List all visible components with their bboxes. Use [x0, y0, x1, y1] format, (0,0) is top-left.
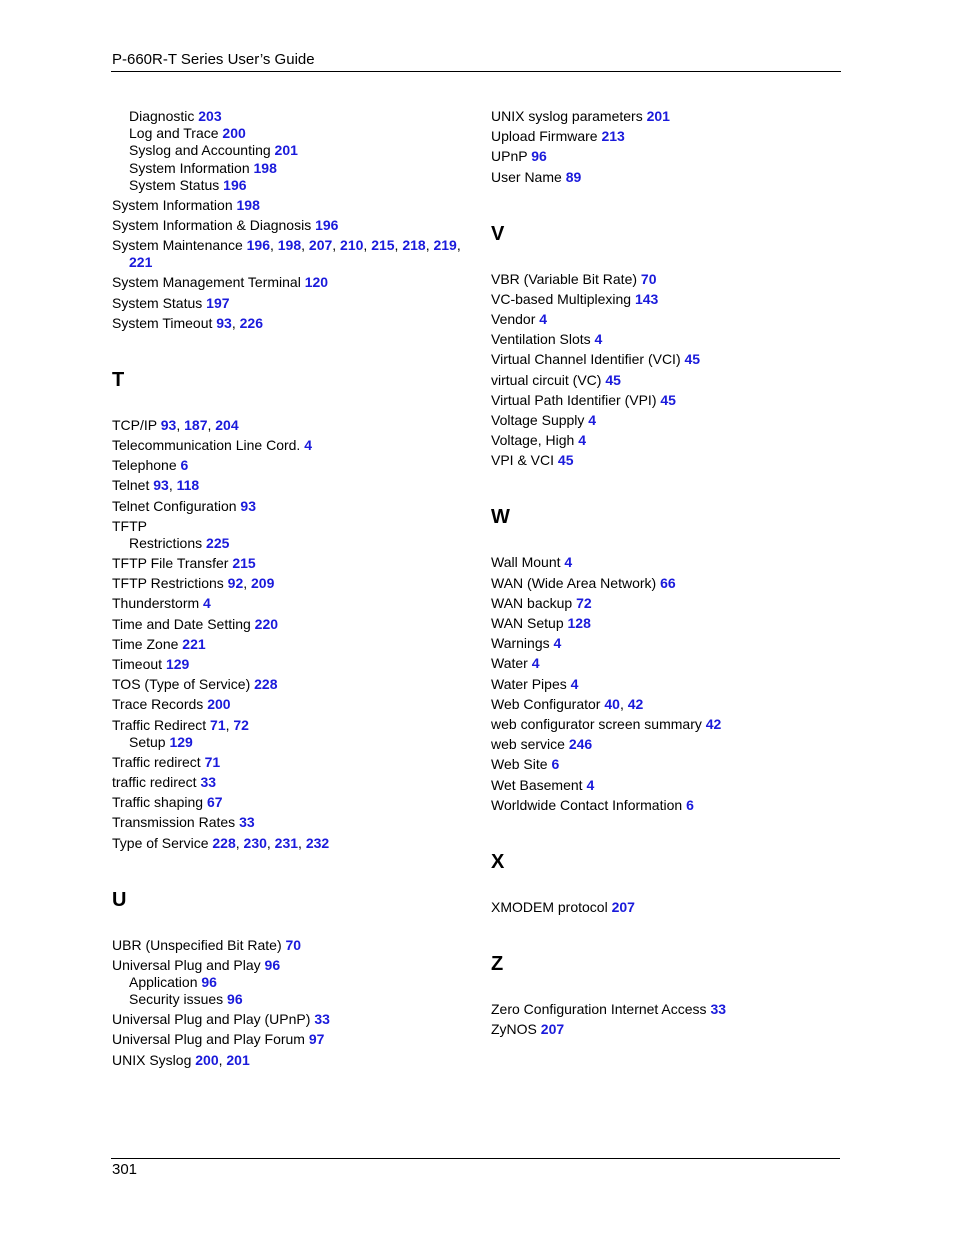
index-term: Telnet: [112, 477, 150, 494]
page-reference-link[interactable]: 215: [232, 555, 256, 571]
index-entry: [491, 271, 656, 288]
index-entry: [112, 498, 256, 515]
page-reference-link[interactable]: 203: [198, 108, 222, 124]
index-term: VPI & VCI: [491, 452, 555, 469]
page-reference-link[interactable]: 210: [340, 237, 364, 254]
page-reference-link[interactable]: 143: [634, 290, 659, 307]
page-reference-link[interactable]: 207: [540, 1021, 565, 1037]
index-term: Telecommunication Line Cord.: [112, 437, 301, 453]
index-entry: [491, 148, 547, 165]
page-reference-link[interactable]: 246: [568, 736, 593, 753]
index-subentry: [129, 734, 193, 751]
page-reference-link[interactable]: 93: [153, 477, 169, 494]
page-reference-link[interactable]: 93: [160, 416, 177, 433]
index-entry: [112, 754, 220, 771]
index-entry: UNIX Syslog 200, 201: [112, 1051, 250, 1068]
index-entry: [491, 615, 591, 632]
page-reference-link[interactable]: 4: [564, 554, 573, 571]
index-entry: System Timeout 93, 226: [112, 314, 263, 331]
index-term: Zero Configuration Internet Access: [491, 1000, 707, 1017]
index-entry: [112, 794, 223, 811]
index-term: Upload Firmware: [491, 128, 598, 145]
index-term: System Information & Diagnosis: [112, 217, 312, 233]
index-entry: [112, 518, 147, 535]
index-term: Setup: [129, 733, 166, 750]
index-entry: [491, 716, 721, 733]
page-reference-link[interactable]: 45: [660, 391, 676, 408]
page-header-title: P-660R-T Series User’s Guide: [112, 51, 315, 68]
index-term: TFTP Restrictions: [112, 575, 224, 592]
page-reference-link[interactable]: 226: [239, 314, 263, 331]
page-reference-link[interactable]: 71: [210, 716, 226, 733]
index-section-letter: Z: [491, 952, 504, 975]
page-reference-link[interactable]: 201: [646, 108, 670, 124]
index-entry: [491, 331, 602, 348]
page-reference-link[interactable]: 198: [253, 159, 277, 176]
index-entry: Web Configurator 40, 42: [491, 695, 644, 712]
index-entry: [491, 655, 540, 672]
page-reference-link[interactable]: 4: [578, 432, 586, 449]
index-entry: [491, 575, 676, 592]
index-term: Time Zone: [112, 635, 179, 652]
page-reference-link[interactable]: 197: [206, 294, 230, 311]
index-entry: [491, 108, 670, 125]
index-entry: [491, 756, 559, 773]
index-term: VC-based Multiplexing: [491, 290, 632, 307]
page-reference-link[interactable]: 120: [304, 274, 329, 291]
page-reference-link[interactable]: 4: [570, 675, 579, 692]
index-term: Water: [491, 655, 528, 672]
index-term: Diagnostic: [129, 108, 195, 124]
page-reference-link[interactable]: 4: [304, 437, 313, 453]
page-reference-link[interactable]: 33: [710, 1000, 727, 1017]
page-reference-link[interactable]: 228: [254, 676, 278, 693]
index-section-letter: T: [112, 368, 125, 391]
page-reference-link[interactable]: 96: [201, 974, 217, 990]
index-term: System Timeout: [112, 314, 213, 331]
page-reference-link[interactable]: 200: [222, 125, 246, 142]
page-reference-link[interactable]: 204: [215, 416, 239, 433]
index-entry: [491, 1001, 726, 1018]
index-subentry: [129, 108, 222, 125]
page-reference-link[interactable]: 45: [684, 351, 701, 368]
index-term: Timeout: [112, 656, 163, 672]
page-reference-link[interactable]: 213: [601, 128, 625, 145]
index-term: Traffic Redirect: [112, 716, 207, 733]
index-term: Traffic shaping: [112, 794, 204, 811]
index-term: Wet Basement: [491, 776, 583, 793]
page-reference-link[interactable]: 67: [206, 794, 223, 811]
index-entry: [491, 291, 658, 308]
page-reference-link[interactable]: 128: [567, 615, 591, 631]
page-reference-link[interactable]: 93: [240, 497, 256, 514]
index-term: Type of Service: [112, 834, 209, 851]
index-term: Universal Plug and Play: [112, 956, 261, 973]
index-term: Thunderstorm: [112, 595, 200, 612]
index-entry: [112, 1011, 330, 1028]
index-entry: [112, 636, 206, 653]
page-reference-link[interactable]: 207: [308, 237, 333, 254]
index-subentry: [129, 125, 246, 142]
index-subentry: [129, 177, 247, 194]
page-reference-link[interactable]: 92: [227, 575, 244, 592]
footer-rule: [111, 1158, 840, 1159]
index-term: Application: [129, 974, 198, 990]
index-section-letter: U: [112, 888, 127, 911]
index-term: traffic redirect: [112, 774, 197, 790]
page-reference-link[interactable]: 196: [223, 176, 247, 193]
index-term: Wall Mount: [491, 554, 561, 571]
page-reference-link[interactable]: 42: [705, 716, 722, 732]
index-term: Voltage Supply: [491, 412, 585, 428]
page-reference-link[interactable]: 220: [254, 615, 279, 632]
index-entry: [112, 274, 328, 291]
index-entry: Telnet 93, 118: [112, 477, 200, 494]
page-reference-link[interactable]: 70: [285, 936, 302, 953]
index-term: Log and Trace: [129, 125, 219, 142]
index-entry: [491, 777, 594, 794]
index-entry: [491, 351, 700, 368]
index-term: Ventilation Slots: [491, 331, 591, 348]
page-reference-link[interactable]: 231: [274, 834, 299, 851]
index-entry: [112, 457, 188, 474]
page-reference-link[interactable]: 198: [236, 196, 260, 213]
page-reference-link[interactable]: 230: [243, 834, 267, 851]
index-entry: [112, 217, 338, 234]
index-entry: [491, 899, 635, 916]
index-entry: [112, 437, 312, 454]
page-reference-link[interactable]: 4: [553, 635, 562, 652]
index-subentry: [129, 535, 229, 552]
index-term: ZyNOS: [491, 1021, 537, 1037]
index-term: Worldwide Contact Information: [491, 796, 683, 813]
page-reference-link[interactable]: 4: [539, 311, 548, 327]
index-entry: [491, 736, 592, 753]
index-term: VBR (Variable Bit Rate): [491, 270, 638, 287]
index-term: XMODEM protocol: [491, 898, 608, 915]
index-term: Restrictions: [129, 535, 203, 551]
index-entry: [112, 1031, 324, 1048]
index-entry: [491, 676, 578, 693]
index-subentry: [129, 160, 277, 177]
index-entry: System Maintenance 196, 198, 207, 210, 215, 218, 219,: [112, 237, 461, 254]
index-entry: TFTP Restrictions 92, 209: [112, 575, 275, 592]
page-reference-link[interactable]: 201: [274, 142, 298, 159]
index-term: Security issues: [129, 991, 224, 1008]
index-entry: [491, 595, 592, 612]
index-term: TCP/IP: [112, 416, 157, 433]
page-reference-link[interactable]: 4: [203, 595, 211, 612]
index-entry: [491, 554, 572, 571]
page-reference-link[interactable]: 66: [660, 574, 676, 591]
index-term: TFTP File Transfer: [112, 555, 229, 571]
index-entry: [112, 957, 280, 974]
page-reference-link[interactable]: 4: [594, 331, 603, 348]
index-term: Syslog and Accounting: [129, 142, 271, 159]
index-term: Transmission Rates: [112, 814, 236, 831]
page-reference-link[interactable]: 72: [233, 716, 249, 733]
index-entry: [112, 696, 231, 713]
index-term: UPnP: [491, 148, 528, 165]
index-term: User Name: [491, 168, 562, 185]
index-entry: [112, 555, 256, 572]
index-entry: [491, 392, 676, 409]
index-subentry: [129, 254, 152, 271]
page-reference-link[interactable]: 70: [640, 270, 657, 287]
index-term: Voltage, High: [491, 432, 575, 449]
index-entry: [491, 432, 586, 449]
index-entry: [491, 128, 625, 145]
page-reference-link[interactable]: 225: [206, 535, 230, 551]
index-entry: [112, 676, 277, 693]
index-term: Vendor: [491, 311, 536, 327]
page-reference-link[interactable]: 4: [586, 776, 595, 793]
index-term: web service: [491, 736, 565, 753]
index-subentry: [129, 142, 298, 159]
index-entry: [491, 797, 694, 814]
index-entry: [112, 656, 189, 673]
page-reference-link[interactable]: 207: [611, 898, 635, 915]
index-entry: [112, 774, 216, 791]
page-reference-link[interactable]: 187: [184, 416, 208, 433]
page-reference-link[interactable]: 221: [182, 635, 206, 652]
index-term: Web Site: [491, 756, 548, 773]
index-entry: [491, 169, 581, 186]
index-entry: [491, 635, 561, 652]
index-term: WAN backup: [491, 594, 573, 611]
page-reference-link[interactable]: 42: [627, 695, 644, 712]
page-reference-link[interactable]: 6: [180, 457, 189, 474]
index-entry: [112, 197, 260, 214]
index-term: WAN (Wide Area Network): [491, 574, 657, 591]
header-rule: [111, 71, 841, 72]
index-term: System Maintenance: [112, 237, 243, 254]
index-term: System Information: [112, 196, 233, 213]
page-reference-link[interactable]: 33: [200, 774, 217, 790]
page-reference-link[interactable]: 198: [277, 237, 302, 254]
page-reference-link[interactable]: 219: [433, 237, 457, 254]
page-number: 301: [112, 1161, 138, 1178]
index-term: System Information: [129, 159, 250, 176]
index-term: virtual circuit (VC): [491, 371, 602, 388]
index-term: Trace Records: [112, 696, 204, 713]
index-term: Universal Plug and Play Forum: [112, 1031, 305, 1048]
index-term: TOS (Type of Service): [112, 676, 251, 693]
index-section-letter: X: [491, 850, 505, 873]
index-term: System Status: [129, 176, 220, 193]
page-reference-link[interactable]: 97: [308, 1031, 325, 1048]
page-reference-link[interactable]: 96: [227, 991, 243, 1008]
page-reference-link[interactable]: 209: [251, 575, 275, 592]
page-reference-link[interactable]: 200: [207, 696, 231, 713]
page-reference-link[interactable]: 96: [264, 956, 281, 973]
page-reference-link[interactable]: 93: [216, 314, 232, 331]
page-reference-link[interactable]: 196: [246, 237, 270, 254]
page-reference-link[interactable]: 218: [402, 237, 426, 254]
index-subentry: [129, 991, 243, 1008]
page-reference-link[interactable]: 6: [551, 756, 560, 773]
index-term: UNIX syslog parameters: [491, 108, 643, 124]
index-term: Web Configurator: [491, 695, 601, 712]
index-term: System Management Terminal: [112, 274, 301, 291]
page-reference-link[interactable]: 71: [204, 753, 221, 770]
index-entry: [112, 616, 278, 633]
page-reference-link[interactable]: 33: [239, 814, 255, 831]
page-reference-link[interactable]: 196: [315, 217, 339, 233]
index-entry: [112, 814, 255, 831]
page-reference-link[interactable]: 221: [129, 254, 153, 271]
page-reference-link[interactable]: 201: [226, 1051, 250, 1068]
page-reference-link[interactable]: 45: [605, 371, 621, 388]
page-reference-link[interactable]: 6: [686, 796, 694, 813]
page-reference-link[interactable]: 129: [169, 733, 193, 750]
page-reference-link[interactable]: 200: [195, 1051, 219, 1068]
page-reference-link[interactable]: 232: [305, 834, 330, 851]
page-reference-link[interactable]: 89: [565, 168, 582, 185]
index-term: web configurator screen summary: [491, 716, 702, 732]
index-term: UBR (Unspecified Bit Rate): [112, 936, 282, 953]
index-entry: [112, 595, 211, 612]
index-term: Time and Date Setting: [112, 615, 251, 632]
index-term: System Status: [112, 294, 203, 311]
page-reference-link[interactable]: 215: [371, 237, 395, 254]
index-entry: [491, 452, 574, 469]
page-reference-link[interactable]: 228: [212, 834, 236, 851]
index-term: Warnings: [491, 635, 550, 652]
page-reference-link[interactable]: 96: [531, 148, 547, 165]
page-reference-link[interactable]: 72: [576, 594, 592, 611]
index-entry: [112, 937, 301, 954]
index-entry: [491, 311, 547, 328]
index-term: WAN Setup: [491, 615, 564, 631]
index-term: Traffic redirect: [112, 753, 201, 770]
index-subentry: [129, 974, 217, 991]
index-term: Telephone: [112, 457, 177, 474]
page-reference-link[interactable]: 33: [314, 1011, 330, 1028]
index-entry: [491, 412, 596, 429]
page-reference-link[interactable]: 129: [165, 656, 190, 672]
index-entry: TCP/IP 93, 187, 204: [112, 416, 239, 433]
index-term: Universal Plug and Play (UPnP): [112, 1011, 311, 1028]
index-term: TFTP: [112, 517, 147, 534]
index-entry: [112, 295, 230, 312]
index-entry: Type of Service 228, 230, 231, 232: [112, 834, 330, 851]
index-entry: Traffic Redirect 71, 72: [112, 716, 249, 733]
index-section-letter: W: [491, 506, 510, 529]
page-reference-link[interactable]: 4: [588, 412, 597, 428]
index-entry: [491, 1021, 564, 1038]
page-reference-link[interactable]: 4: [531, 655, 540, 672]
page-reference-link[interactable]: 45: [557, 452, 574, 469]
index-entry: [491, 372, 621, 389]
index-section-letter: V: [491, 222, 505, 245]
index-term: UNIX Syslog: [112, 1051, 192, 1068]
index-term: Virtual Path Identifier (VPI): [491, 391, 657, 408]
page-reference-link[interactable]: 40: [604, 695, 620, 712]
index-term: Virtual Channel Identifier (VCI): [491, 351, 681, 368]
page-reference-link[interactable]: 118: [176, 477, 200, 494]
index-term: Telnet Configuration: [112, 497, 237, 514]
index-term: Water Pipes: [491, 675, 567, 692]
